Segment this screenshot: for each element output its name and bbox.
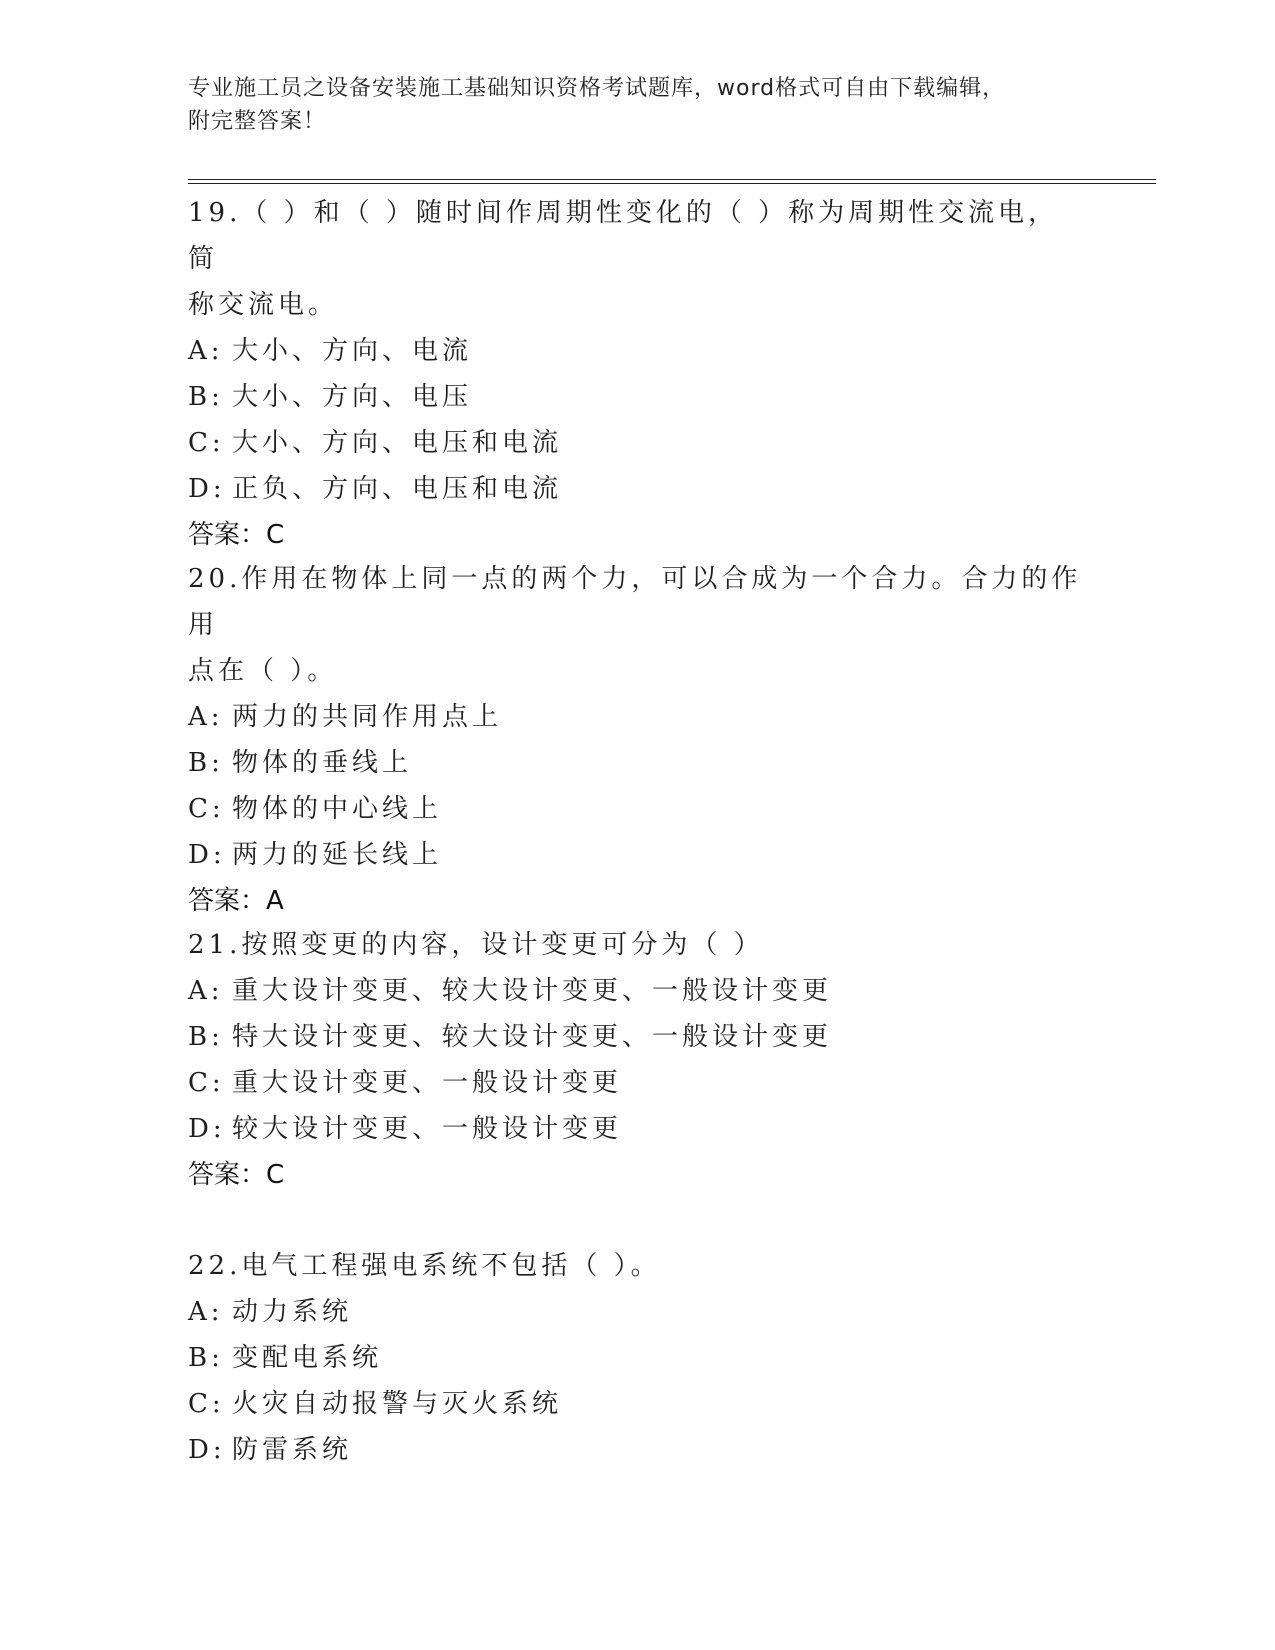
option-text: 物体的垂线上 — [232, 748, 413, 778]
option-letter: A: — [188, 336, 224, 366]
question-stem-line: 点在（ ）。 — [188, 656, 338, 686]
option-d — [188, 466, 1088, 512]
question-21 — [188, 922, 1088, 1198]
option-letter: C: — [188, 428, 225, 458]
header-line-1: 专业施工员之设备安装施工基础知识资格考试题库，word格式可自由下载编辑， — [188, 76, 1006, 101]
option-letter: D: — [188, 1114, 226, 1144]
option-letter: D: — [188, 840, 226, 870]
option-text: 较大设计变更、一般设计变更 — [232, 1114, 623, 1144]
option-text: 物体的中心线上 — [232, 794, 443, 824]
option-b — [188, 1335, 1088, 1381]
question-stem-line: 21.按照变更的内容，设计变更可分为（ ） — [188, 930, 764, 960]
option-letter: C: — [188, 1068, 225, 1098]
document-header — [188, 72, 1088, 138]
question-20 — [188, 556, 1088, 924]
option-letter: A: — [188, 1297, 224, 1327]
option-letter: C: — [188, 1389, 225, 1419]
option-letter: B: — [188, 748, 224, 778]
answer-line: 答案：C — [188, 520, 285, 550]
option-c — [188, 1060, 1088, 1106]
answer-line: 答案：C — [188, 1160, 285, 1190]
option-d — [188, 1427, 1088, 1473]
option-b — [188, 374, 1088, 420]
option-c — [188, 420, 1088, 466]
option-text: 重大设计变更、较大设计变更、一般设计变更 — [232, 976, 833, 1006]
option-text: 两力的共同作用点上 — [232, 702, 503, 732]
option-text: 大小、方向、电压 — [232, 382, 473, 412]
question-22 — [188, 1243, 1088, 1473]
option-a — [188, 694, 1088, 740]
option-text: 两力的延长线上 — [232, 840, 443, 870]
question-stem-line: 20.作用在物体上同一点的两个力，可以合成为一个合力。合力的作用 — [188, 564, 1082, 640]
option-text: 正负、方向、电压和电流 — [232, 474, 563, 504]
option-letter: B: — [188, 1343, 224, 1373]
question-stem-line: 19.（ ）和（ ）随时间作周期性变化的（ ）称为周期性交流电，简 — [188, 198, 1059, 274]
option-text: 大小、方向、电流 — [232, 336, 473, 366]
question-stem-line: 称交流电。 — [188, 290, 339, 320]
option-text: 变配电系统 — [232, 1343, 383, 1373]
option-a — [188, 1289, 1088, 1335]
option-letter: A: — [188, 702, 224, 732]
header-divider-bottom — [188, 183, 1156, 184]
option-letter: D: — [188, 474, 226, 504]
option-letter: D: — [188, 1435, 226, 1465]
option-c — [188, 1381, 1088, 1427]
option-letter: A: — [188, 976, 224, 1006]
option-text: 大小、方向、电压和电流 — [232, 428, 563, 458]
option-text: 防雷系统 — [232, 1435, 353, 1465]
option-b — [188, 740, 1088, 786]
option-b — [188, 1014, 1088, 1060]
option-d — [188, 1106, 1088, 1152]
option-a — [188, 968, 1088, 1014]
option-c — [188, 786, 1088, 832]
option-letter: B: — [188, 382, 224, 412]
option-d — [188, 832, 1088, 878]
option-text: 特大设计变更、较大设计变更、一般设计变更 — [232, 1022, 833, 1052]
option-letter: C: — [188, 794, 225, 824]
question-stem-line: 22.电气工程强电系统不包括（ ）。 — [188, 1251, 661, 1281]
option-a — [188, 328, 1088, 374]
question-19 — [188, 190, 1088, 558]
answer-line: 答案：A — [188, 886, 284, 916]
header-line-2: 附完整答案！ — [188, 109, 327, 134]
option-text: 火灾自动报警与灭火系统 — [232, 1389, 563, 1419]
option-letter: B: — [188, 1022, 224, 1052]
option-text: 重大设计变更、一般设计变更 — [232, 1068, 623, 1098]
header-divider-top — [188, 179, 1156, 180]
option-text: 动力系统 — [232, 1297, 353, 1327]
